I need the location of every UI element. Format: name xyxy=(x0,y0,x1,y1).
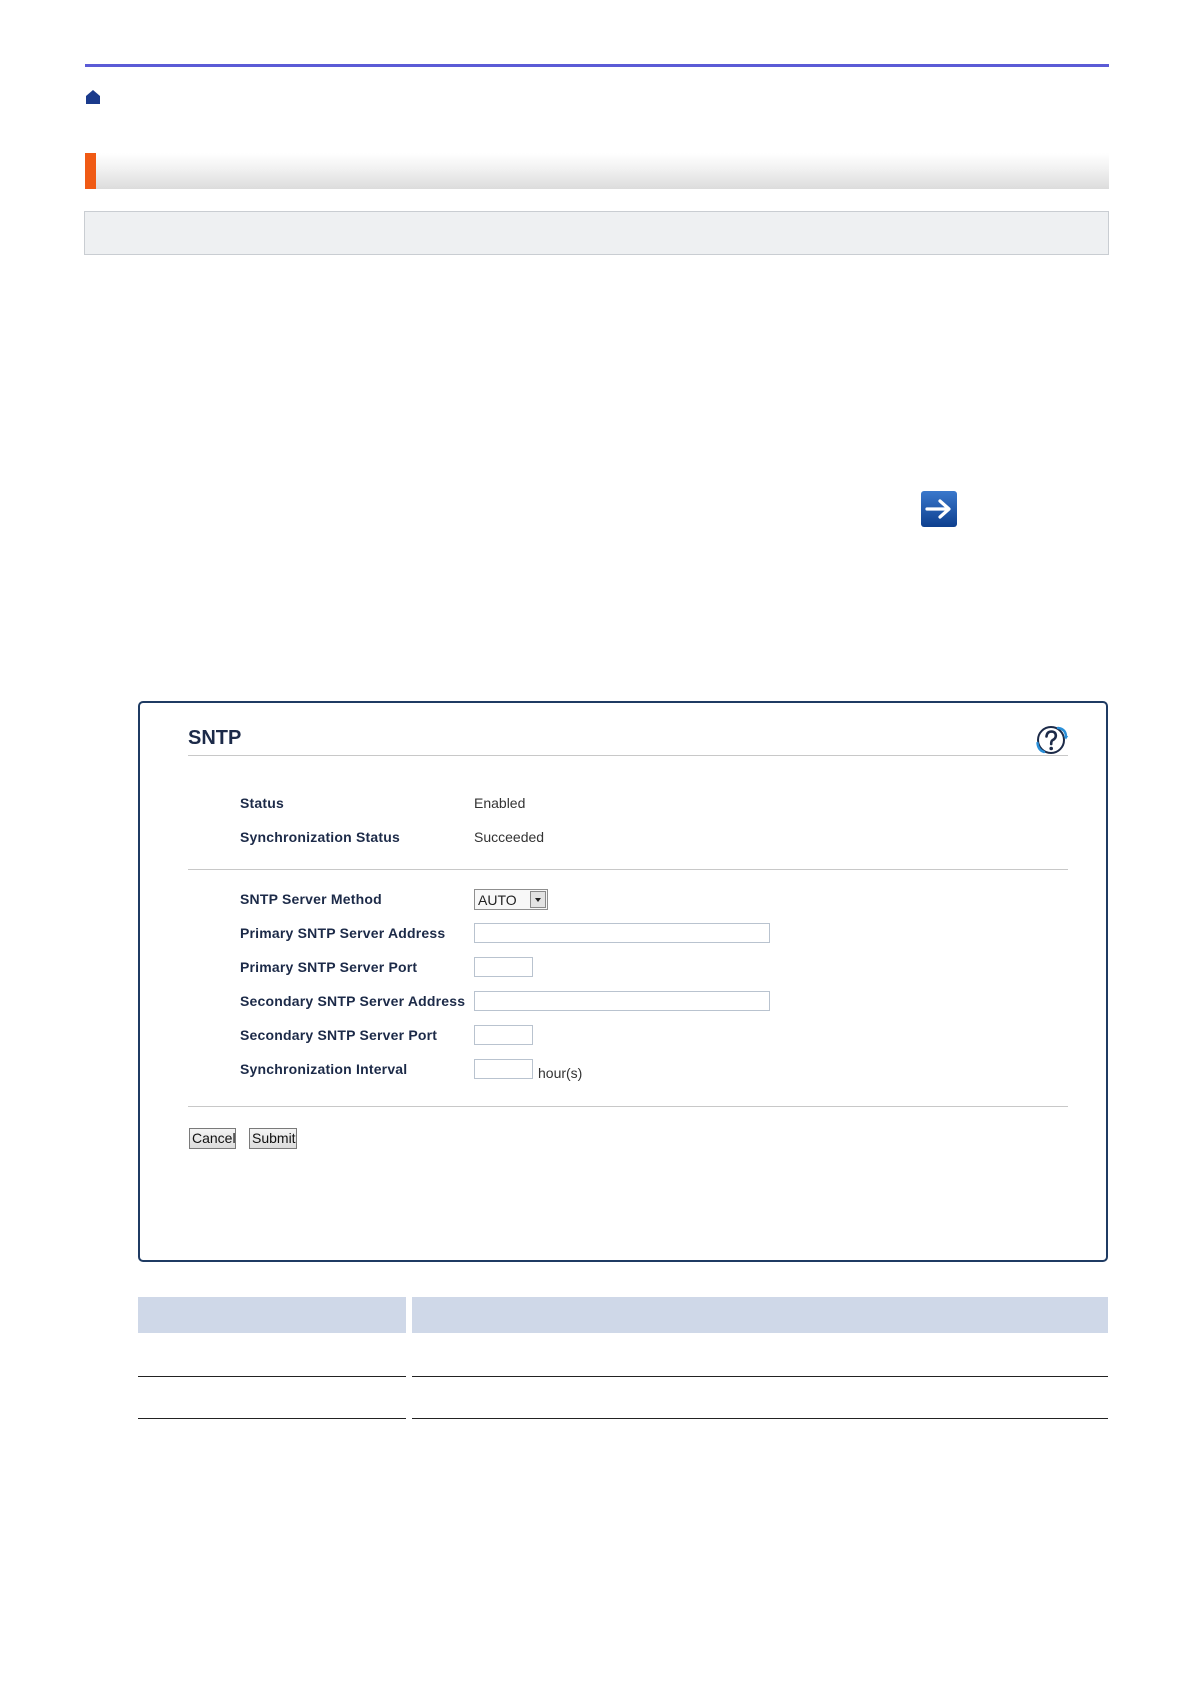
server-method-select[interactable] xyxy=(474,889,548,910)
dropdown-button[interactable] xyxy=(530,891,546,908)
table-row-divider xyxy=(412,1418,1108,1419)
interval-unit: hour(s) xyxy=(538,1065,583,1081)
top-rule xyxy=(85,64,1109,67)
cancel-button[interactable]: Cancel xyxy=(189,1128,236,1149)
table-header-cell xyxy=(138,1297,406,1333)
arrow-right-icon[interactable] xyxy=(921,491,957,527)
submit-button[interactable]: Submit xyxy=(249,1128,297,1149)
primary-port-input[interactable] xyxy=(474,957,533,977)
primary-port-label: Primary SNTP Server Port xyxy=(240,959,418,975)
table-row-divider xyxy=(412,1376,1108,1377)
secondary-address-input[interactable] xyxy=(474,991,770,1011)
panel-title: SNTP xyxy=(188,727,242,749)
server-method-value: AUTO xyxy=(478,892,517,908)
sync-interval-input[interactable] xyxy=(474,1059,533,1079)
section-header-bar xyxy=(85,153,1109,189)
table-row-divider xyxy=(138,1376,406,1377)
form-divider xyxy=(188,1106,1068,1107)
server-method-label: SNTP Server Method xyxy=(240,891,382,907)
secondary-port-input[interactable] xyxy=(474,1025,533,1045)
sync-interval-label: Synchronization Interval xyxy=(240,1061,408,1077)
table-row-divider xyxy=(138,1418,406,1419)
home-icon[interactable] xyxy=(85,89,101,105)
chevron-down-icon xyxy=(535,898,541,902)
info-box xyxy=(84,211,1109,255)
sync-status-label: Synchronization Status xyxy=(240,829,400,845)
section-accent xyxy=(85,153,96,189)
table-header-cell xyxy=(412,1297,1108,1333)
status-divider xyxy=(188,869,1068,870)
title-divider xyxy=(188,755,1068,756)
sync-status-value: Succeeded xyxy=(474,829,545,845)
help-icon[interactable] xyxy=(1035,723,1069,757)
primary-address-label: Primary SNTP Server Address xyxy=(240,925,446,941)
secondary-port-label: Secondary SNTP Server Port xyxy=(240,1027,438,1043)
secondary-address-label: Secondary SNTP Server Address xyxy=(240,993,466,1009)
status-label: Status xyxy=(240,795,284,811)
primary-address-input[interactable] xyxy=(474,923,770,943)
sntp-panel xyxy=(138,701,1108,1262)
status-value: Enabled xyxy=(474,795,526,811)
